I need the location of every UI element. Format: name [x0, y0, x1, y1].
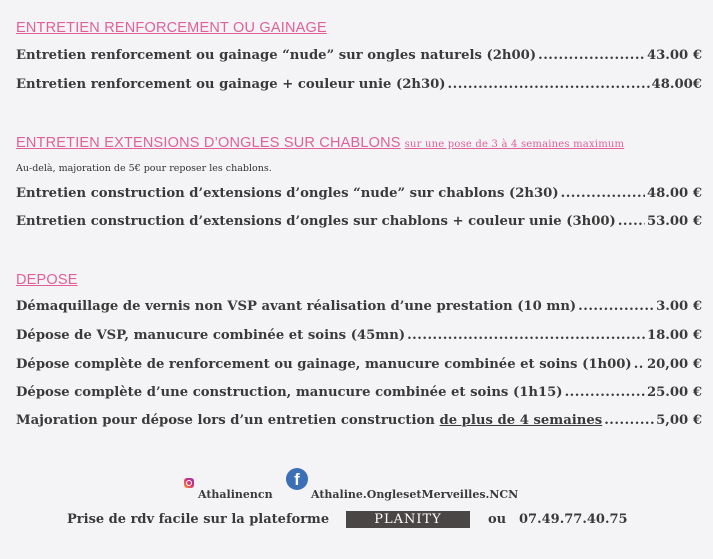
service-label: Entretien construction d’extensions d’ongles sur chablons + couleur unie (3h00) — [16, 214, 616, 229]
service-price: 3.00 € — [656, 299, 702, 314]
planity-badge: PLANITY — [346, 511, 470, 528]
leader-dots — [604, 413, 654, 428]
price-row — [16, 48, 702, 63]
section-title-text: ENTRETIEN EXTENSIONS D’ONGLES SUR CHABLONS — [16, 135, 401, 151]
service-price: 25.00 € — [646, 385, 702, 400]
service-label: Démaquillage de vernis non VSP avant réalisation d’une prestation (10 mn) — [16, 299, 577, 314]
booking-or: ou — [488, 512, 507, 527]
facebook-icon: f — [286, 468, 308, 490]
leader-dots — [565, 385, 645, 400]
service-label: Entretien construction d’extensions d’ongles “nude” sur chablons (2h30) — [16, 186, 559, 201]
leader-dots — [407, 328, 645, 343]
section-title-depose: DEPOSE — [16, 272, 78, 288]
section-title-extensions — [16, 135, 624, 151]
leader-dots — [618, 214, 645, 229]
service-label: Dépose complète d’une construction, manucure combinée et soins (1h15) — [16, 385, 563, 400]
service-label: Entretien renforcement ou gainage + couleur unie (2h30) — [16, 77, 446, 92]
price-row — [16, 299, 702, 314]
section-title-renforcement: ENTRETIEN RENFORCEMENT OU GAINAGE — [16, 20, 327, 36]
booking-text: Prise de rdv facile sur la plateforme — [67, 512, 330, 527]
service-price: 18.00 € — [646, 328, 702, 343]
price-row — [16, 77, 702, 92]
price-row — [16, 413, 702, 428]
service-price: 43.00 € — [646, 48, 702, 63]
price-row — [16, 186, 702, 201]
leader-dots — [634, 357, 645, 372]
service-label — [16, 413, 602, 428]
service-price: 5,00 € — [656, 413, 702, 428]
section-note: Au-delà, majoration de 5€ pour reposer les chablons. — [16, 163, 272, 174]
instagram-icon — [184, 478, 194, 488]
price-row — [16, 385, 702, 400]
leader-dots — [448, 77, 650, 92]
service-price: 20,00 € — [646, 357, 702, 372]
facebook-handle: Athaline.OnglesetMerveilles.NCN — [311, 488, 519, 501]
service-label-underlined: de plus de 4 semaines — [439, 413, 603, 428]
price-row — [16, 328, 702, 343]
price-row — [16, 357, 702, 372]
instagram-handle: Athalinencn — [198, 488, 273, 501]
service-label: Entretien renforcement ou gainage “nude” sur ongles naturels (2h00) — [16, 48, 537, 63]
leader-dots — [561, 186, 645, 201]
price-row — [16, 214, 702, 229]
service-price: 53.00 € — [646, 214, 702, 229]
service-label: Dépose de VSP, manucure combinée et soins (45mn) — [16, 328, 406, 343]
section-subtitle: sur une pose de 3 à 4 semaines maximum — [404, 139, 625, 150]
service-price: 48.00 € — [646, 186, 702, 201]
phone-number: 07.49.77.40.75 — [519, 512, 628, 527]
service-label: Dépose complète de renforcement ou gainage, manucure combinée et soins (1h00) — [16, 357, 632, 372]
leader-dots — [538, 48, 645, 63]
leader-dots — [578, 299, 654, 314]
service-label-text: Majoration pour dépose lors d’un entretien construction — [16, 413, 435, 428]
service-price: 48.00€ — [651, 77, 702, 92]
